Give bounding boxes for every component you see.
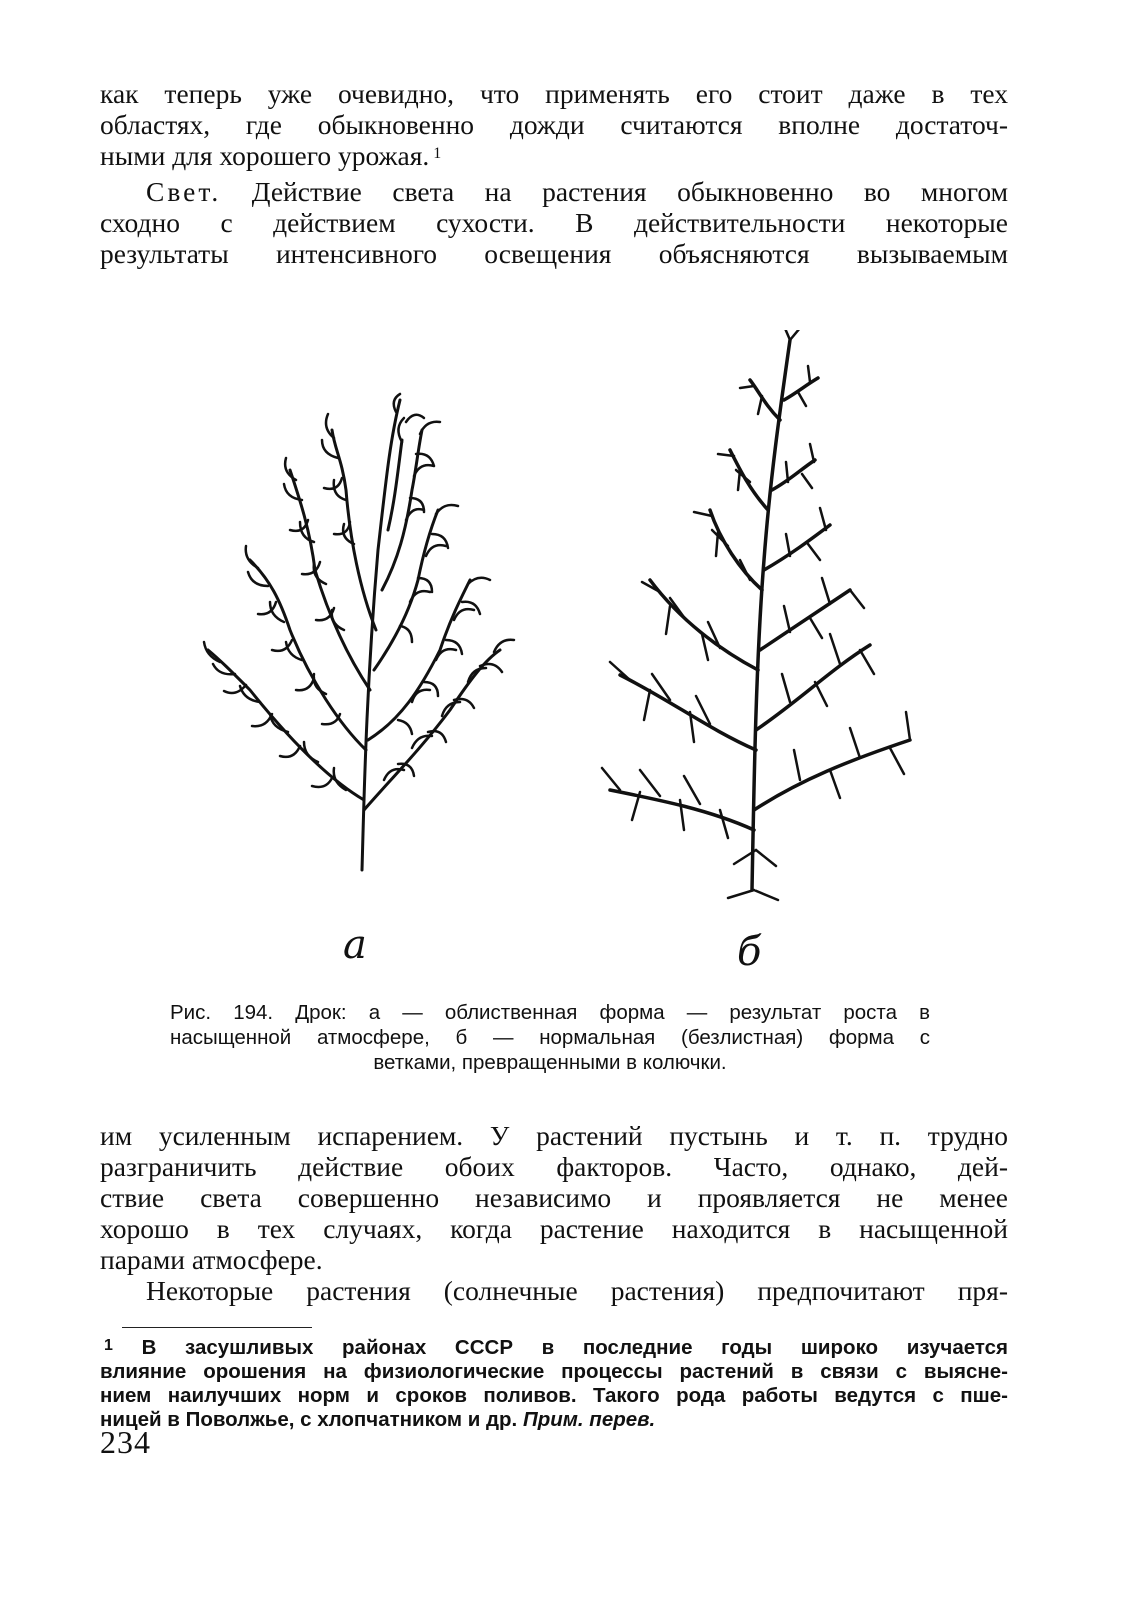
page-number: 234 [100,1424,151,1460]
text-line-content: ными для хорошего урожая. [100,140,430,171]
figure-broom-plants [150,330,930,975]
text-line: сходно с действием сухости. В действительности некоторые [100,207,1008,238]
footnote-line: влияние орошения на физиологические процессы растений в связи с выясне- [100,1360,1008,1383]
text-line [100,140,1008,171]
figure-label-a: а [343,922,367,968]
footnote-line [100,1408,1008,1432]
top-text-block [100,78,1008,269]
footnote-line-content: ницей в Поволжье, с хлопчатником и др. [100,1408,518,1431]
caption-line: ветками, превращенными в колючки. [373,1051,727,1074]
text-line: как теперь уже очевидно, что применять его стоит даже в тех [100,78,1008,109]
text-line: парами атмосфере. [100,1244,323,1275]
broom-illustration [150,330,930,975]
footnote-separator [122,1327,312,1328]
text-line: результаты интенсивного освещения объясняются вызываемым [100,238,1008,269]
leafy-form-drawing [204,394,514,870]
text-line [100,176,1008,207]
figure-label-b: б [737,929,762,975]
figure-caption [170,1000,930,1075]
spiny-form-drawing [602,330,910,900]
text-line: разграничить действие обоих факторов. Часто, однако, дей- [100,1151,1008,1182]
footnote-line [100,1336,1008,1360]
caption-line: Рис. 194. Дрок: а — облиственная форма — результат роста в [170,1001,930,1024]
text-line: областях, где обыкновенно дожди считаются вполне достаточ- [100,109,1008,140]
footnote-line-content: В засушливых районах СССР в последние годы широко изучается [141,1336,1008,1359]
text-line-content: Действие света на растения обыкновенно во многом [251,176,1009,207]
paragraph-light [100,176,1008,269]
section-heading-word: Свет. [146,176,222,207]
text-line: им усиленным испарением. У растений пустынь и т. п. трудно [100,1120,1008,1151]
text-line: хорошо в тех случаях, когда растение находится в насыщенной [100,1213,1008,1244]
footnote-mark: 1 [104,1337,113,1354]
caption-line: насыщенной атмосфере, б — нормальная (безлистная) форма с [170,1026,930,1049]
translator-note: Прим. перев. [522,1408,656,1431]
footnote-reference: 1 [433,145,442,162]
bottom-text-block [100,1120,1008,1306]
footnote [100,1336,1008,1432]
text-line: Некоторые растения (солнечные растения) предпочитают пря- [146,1275,1008,1306]
text-line: ствие света совершенно независимо и проявляется не менее [100,1182,1008,1213]
footnote-line: нием наилучших норм и сроков поливов. Такого рода работы ведутся с пше- [100,1384,1008,1407]
